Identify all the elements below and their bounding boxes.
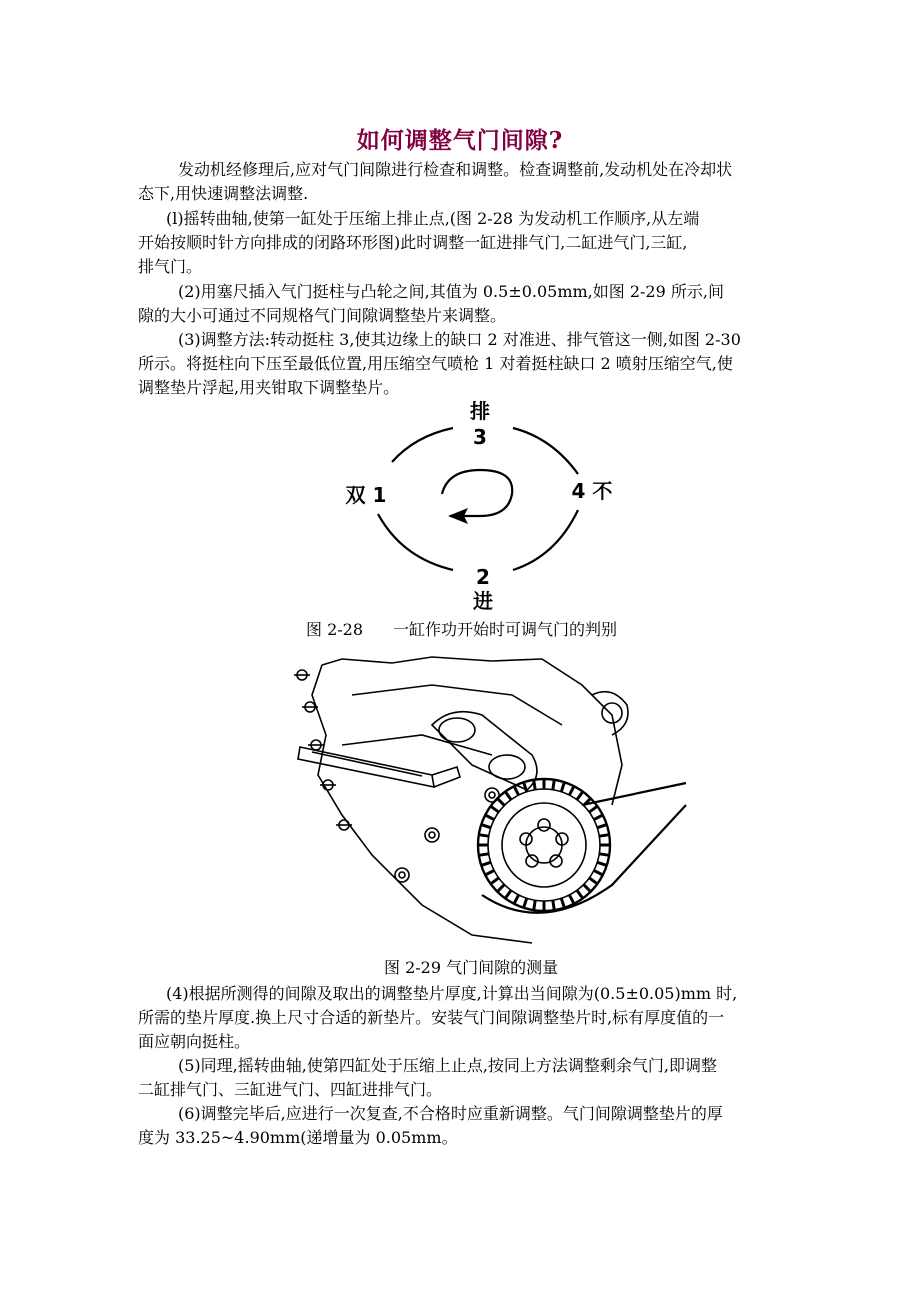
sprocket-tooth [505, 890, 511, 898]
diagram-left-label: 双 1 [345, 483, 387, 507]
sprocket-tooth [481, 862, 491, 865]
step4-line-2: 所需的垫片厚度.换上尺寸合适的新垫片。安装气门间隙调整垫片时,标有厚度值的一 [138, 1008, 725, 1027]
sprocket-tooth [584, 885, 591, 892]
sprocket-tooth [599, 854, 609, 856]
step6-line-1: (6)调整完毕后,应进行一次复查,不合格时应重新调整。气门间隙调整垫片的厚 [178, 1104, 723, 1123]
diagram-right-label: 4 不 [571, 479, 613, 503]
intro-paragraph [138, 158, 732, 206]
sprocket-tooth [599, 835, 609, 837]
step2-paragraph [138, 280, 724, 328]
sprocket-tooth [534, 900, 536, 910]
step3-paragraph [138, 328, 741, 400]
step4-paragraph [138, 982, 737, 1054]
rotation-arrow-path [442, 470, 512, 516]
sprocket-tooth [481, 825, 491, 828]
sprocket-tooth [594, 815, 603, 820]
sprocket-tooth [491, 878, 499, 884]
step6-paragraph [138, 1102, 723, 1150]
step5-line-2: 二缸排气门、三缸进气门、四缸进排气门。 [138, 1080, 443, 1099]
step2-line-2: 隙的大小可通过不同规格气门间隙调整垫片来调整。 [138, 306, 507, 325]
sprocket-tooth [514, 895, 519, 904]
sprocket-tooth [561, 898, 564, 908]
firing-order-diagram [330, 398, 630, 614]
sprocket-tooth [485, 815, 494, 820]
sprocket-tooth [485, 870, 494, 875]
step1-line-3: 排气门。 [138, 257, 203, 276]
sprocket-tooth [553, 780, 555, 790]
step4-line-1: (4)根据所测得的间隙及取出的调整垫片厚度,计算出当间隙为(0.5±0.05)mm 时, [166, 984, 738, 1003]
sprocket-tooth [491, 806, 499, 812]
valve-clearance-illustration [282, 655, 688, 947]
step2-line-1: (2)用塞尺插入气门挺柱与凸轮之间,其值为 0.5±0.05mm,如图 2-29 所示,间 [178, 282, 724, 301]
figure28-caption-num: 图 2-28 [306, 620, 364, 639]
sprocket-tooth [524, 898, 527, 908]
sprocket-tooth [497, 885, 504, 892]
sprocket-tooth [594, 870, 603, 875]
step6-line-2: 度为 33.25~4.90mm(递增量为 0.05mm。 [138, 1128, 458, 1147]
sprocket-tooth [589, 806, 597, 812]
intro-line-2: 态下,用快速调整法调整. [138, 184, 309, 203]
diagram-top-char: 排 [470, 399, 490, 423]
sprocket-tooth [524, 782, 527, 792]
figure29-caption: 图 2-29 气门间隙的测量 [384, 958, 559, 977]
step1-line-2: 开始按顺时针方向排成的闭路环形图)此时调整一缸进排气门,二缸进气门,三缸, [138, 233, 688, 252]
sprocket-tooth [561, 782, 564, 792]
sprocket-tooth [479, 854, 489, 856]
step3-line-3: 调整垫片浮起,用夹钳取下调整垫片。 [138, 378, 400, 397]
sprocket-tooth [597, 825, 607, 828]
sprocket-tooth [514, 786, 519, 795]
ring-arc-bottom-right [513, 510, 578, 570]
sprocket-tooth [497, 798, 504, 805]
document-title: 如何调整气门间隙? [356, 127, 564, 154]
sprocket-tooth [589, 878, 597, 884]
sprocket-tooth [505, 792, 511, 800]
ring-arc-bottom-left [378, 514, 453, 570]
step5-line-1: (5)同理,摇转曲轴,使第四缸处于压缩上止点,按同上方法调整剩余气门,即调整 [178, 1056, 718, 1075]
step4-line-3: 面应朝向挺柱。 [138, 1032, 251, 1051]
figure28-caption [306, 620, 617, 640]
sprocket-tooth [479, 835, 489, 837]
sprocket-tooth [569, 786, 574, 795]
diagram-bottom-char: 进 [473, 589, 493, 613]
ring-arc-top-left [392, 428, 453, 462]
step3-line-1: (3)调整方法:转动挺柱 3,使其边缘上的缺口 2 对准进、排气管这一侧,如图 2-30 [178, 330, 741, 349]
sprocket-tooth [553, 900, 555, 910]
sprocket-tooth [569, 895, 574, 904]
intro-line-1: 发动机经修理后,应对气门间隙进行检查和调整。检查调整前,发动机处在冷却状 [178, 160, 733, 179]
sprocket-tooth [577, 792, 583, 800]
step5-paragraph [138, 1054, 717, 1102]
sprocket-tooth [534, 780, 536, 790]
step3-line-2: 所示。将挺柱向下压至最低位置,用压缩空气喷枪 1 对着挺柱缺口 2 喷射压缩空气,使 [138, 354, 733, 373]
figure28-caption-text: 一缸作功开始时可调气门的判别 [393, 620, 618, 639]
diagram-bottom-num: 2 [476, 565, 490, 589]
step1-paragraph [138, 207, 699, 279]
step1-line-1: (l)摇转曲轴,使第一缸处于压缩上排止点,(图 2-28 为发动机工作顺序,从左端 [166, 209, 700, 228]
diagram-top-num: 3 [473, 425, 487, 449]
sprocket-tooth [597, 862, 607, 865]
ring-arc-top-right [513, 428, 578, 474]
sprocket-tooth [577, 890, 583, 898]
